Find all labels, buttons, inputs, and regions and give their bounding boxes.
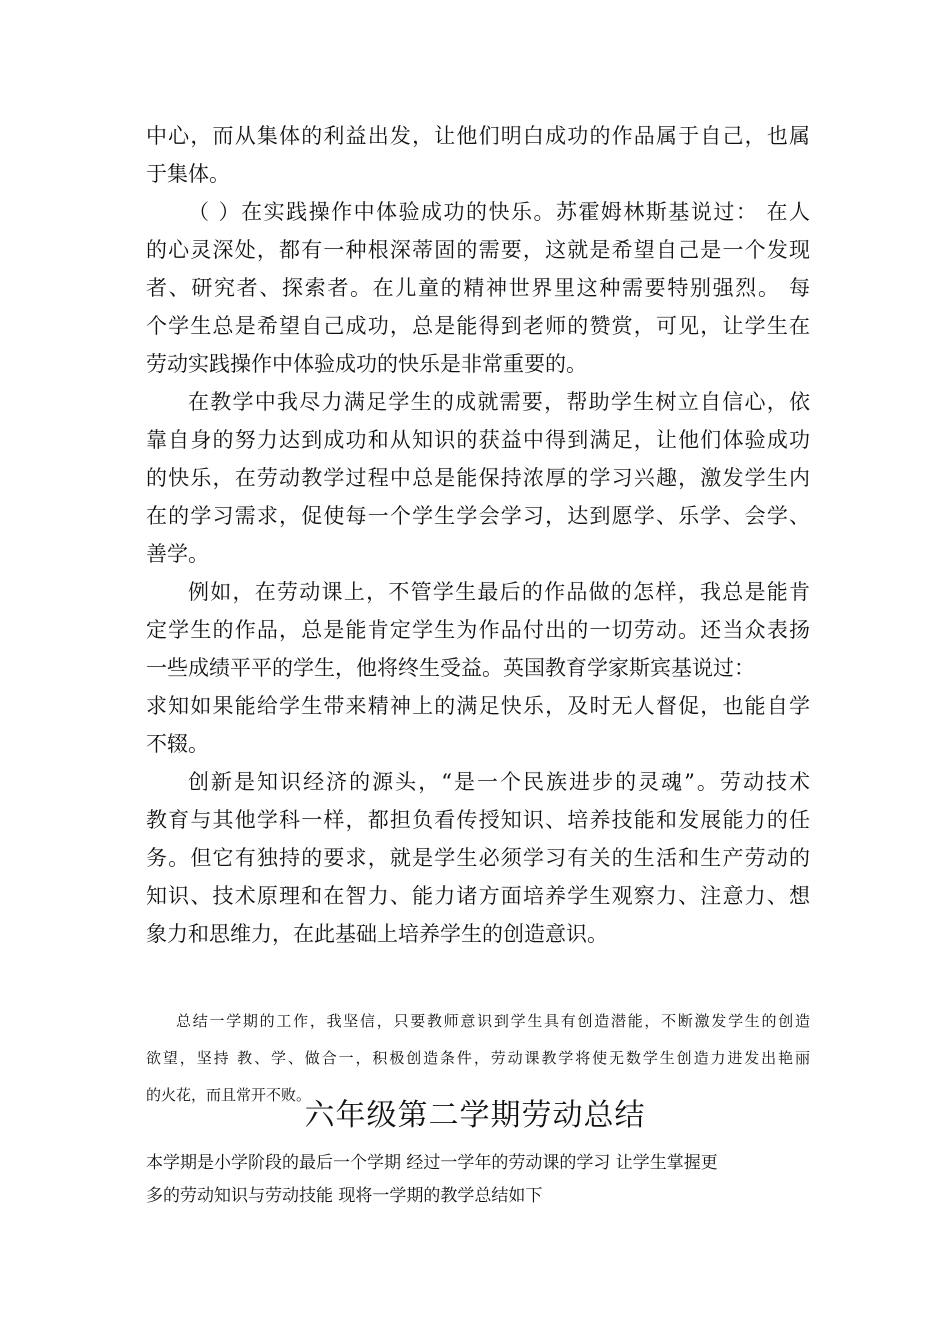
paragraph-5-line: 务。但它有独持的要求，就是学生必须学习有关的生活和生产劳动的 xyxy=(146,846,810,870)
paragraph-3-line: 的快乐，在劳动教学过程中总是能保持浓厚的学习兴趣，激发学生内 xyxy=(146,466,810,490)
paragraph-2-line: 劳动实践操作中体验成功的快乐是非常重要的。 xyxy=(146,352,587,376)
paragraph-4-line: 求知如果能给学生带来精神上的满足快乐，及时无人督促，也能自学 xyxy=(146,694,810,718)
paragraph-1-line: 中心，而从集体的利益出发，让他们明白成功的作品属于自己，也属 xyxy=(146,124,810,148)
body-text xyxy=(146,117,810,953)
summary-line: 总结一学期的工作，我坚信，只要教师意识到学生具有创造潜能，不断激发学生的创造 xyxy=(176,1012,810,1030)
summary-line: 的火花，而且常开不败。 xyxy=(146,1086,312,1104)
paragraph-2-line: 的心灵深处，都有一种根深蒂固的需要，这就是希望自己是一个发现 xyxy=(146,238,810,262)
paragraph-2-line: 个学生总是希望自己成功，总是能得到老师的赞赏，可见，让学生在 xyxy=(146,314,810,338)
paragraph-3-line: 善学。 xyxy=(146,542,209,566)
paragraph-3-line: 靠自身的努力达到成功和从知识的获益中得到满足，让他们体验成功 xyxy=(146,428,810,452)
paragraph-4-line: 例如，在劳动课上，不管学生最后的作品做的怎样，我总是能肯 xyxy=(188,580,810,604)
paragraph-4-line: 一些成绩平平的学生，他将终生受益。英国教育学家斯宾基说过： xyxy=(146,656,755,680)
paragraph-4-line: 不辍。 xyxy=(146,732,209,756)
paragraph-1-line: 于集体。 xyxy=(146,162,230,186)
paragraph-5-line: 知识、技术原理和在智力、能力诸方面培养学生观察力、注意力、想 xyxy=(146,884,810,908)
paragraph-2-line: 者、研究者、探索者。在儿童的精神世界里这种需要特别强烈。 每 xyxy=(146,276,810,300)
paragraph-3-line: 在的学习需求，促使每一个学生学会学习，达到愿学、乐学、会学、 xyxy=(146,504,810,528)
intro-line: 本学期是小学阶段的最后一个学期 经过一学年的劳动课的学习 让学生掌握更 xyxy=(146,1153,718,1173)
paragraph-4-line: 定学生的作品，总是能肯定学生为作品付出的一切劳动。还当众表扬 xyxy=(146,618,810,642)
paragraph-5-line: 象力和思维力，在此基础上培养学生的创造意识。 xyxy=(146,922,608,946)
paragraph-5-line: 创新是知识经济的源头，“是一个民族进步的灵魂”。劳动技术 xyxy=(188,770,810,794)
intro-line: 多的劳动知识与劳动技能 现将一学期的教学总结如下 xyxy=(146,1186,543,1206)
paragraph-5-line: 教育与其他学科一样，都担负看传授知识、培养技能和发展能力的任 xyxy=(146,808,810,832)
paragraph-2-line: （ ）在实践操作中体验成功的快乐。苏霍姆林斯基说过： 在人 xyxy=(188,200,810,224)
paragraph-3-line: 在教学中我尽力满足学生的成就需要，帮助学生树立自信心，依 xyxy=(188,390,810,414)
section-heading: 六年级第二学期劳动总结 xyxy=(304,1098,646,1133)
intro-paragraph xyxy=(146,1147,810,1213)
summary-line: 欲望，坚持 教、学、做合一，积极创造条件，劳动课教学将使无数学生创造力进发出艳丽 xyxy=(146,1049,810,1067)
